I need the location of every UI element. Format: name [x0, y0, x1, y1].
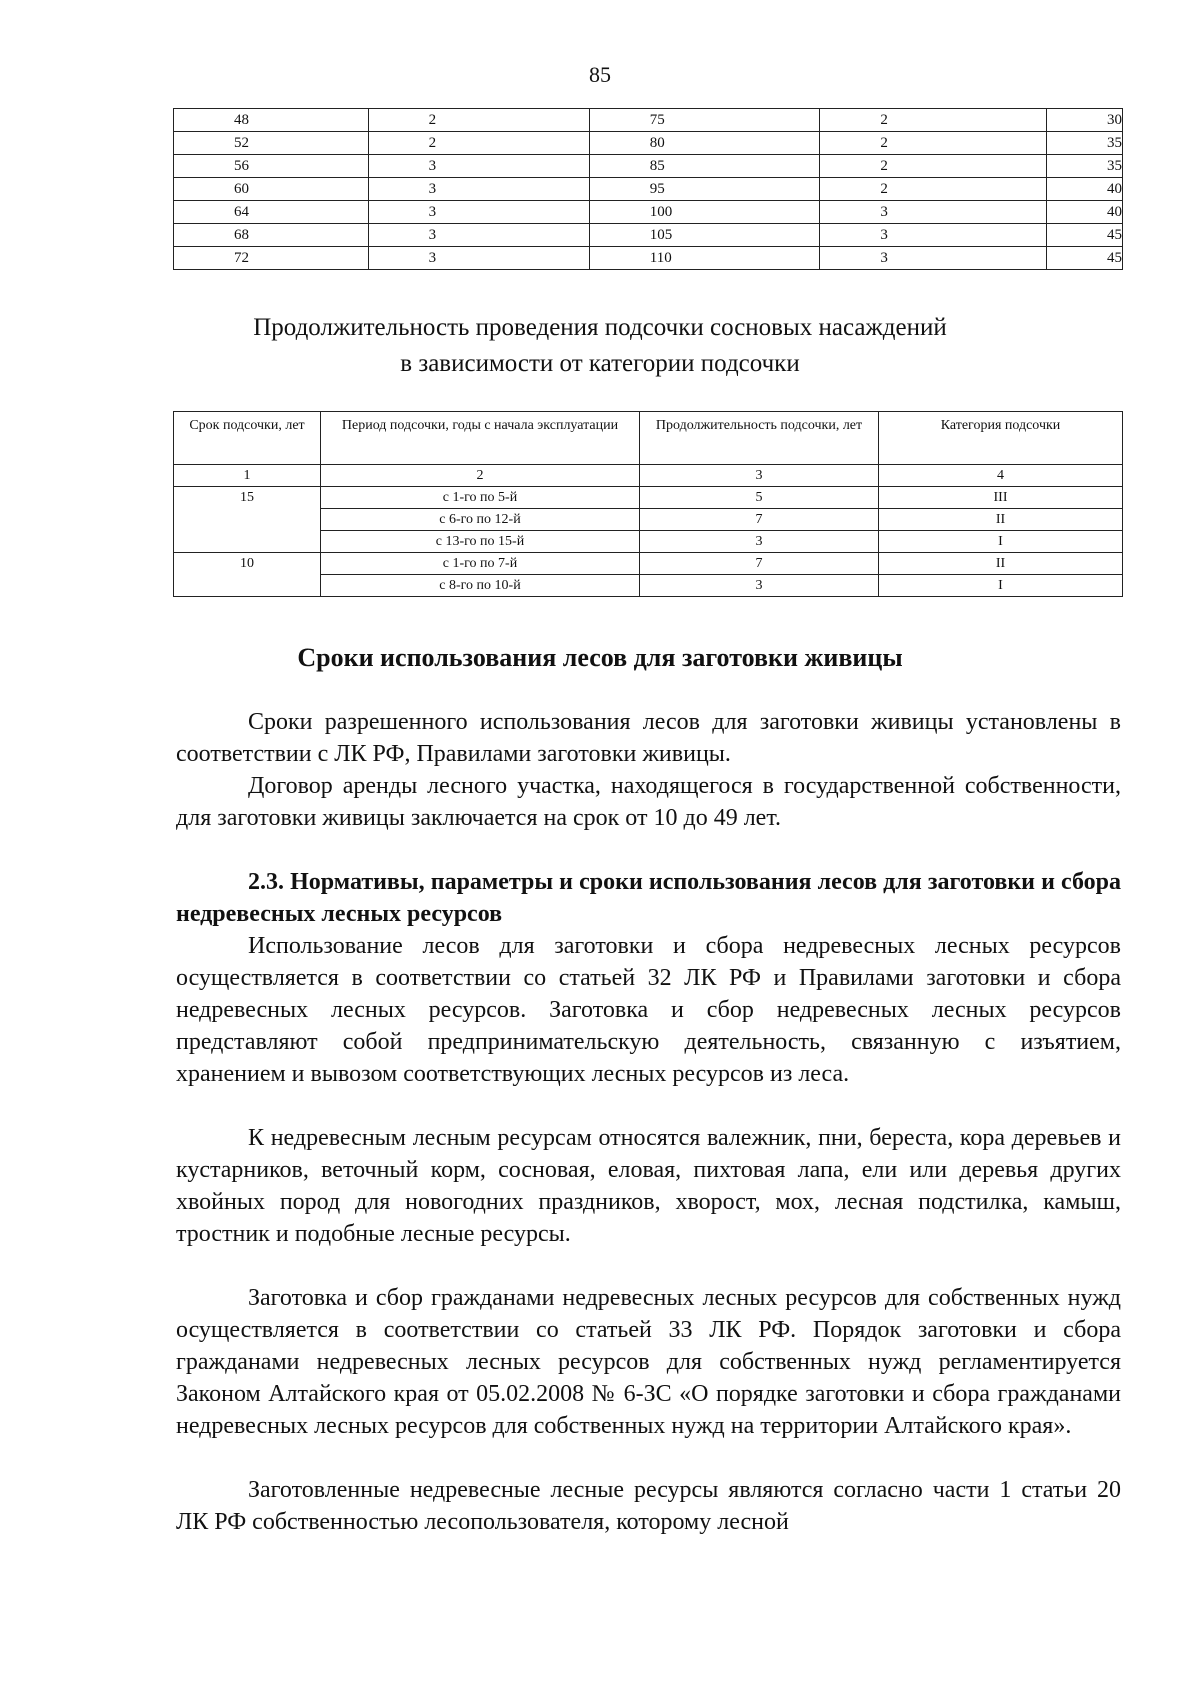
column-number: 1	[174, 465, 321, 487]
table-cell: 40	[1047, 201, 1123, 224]
table-row	[174, 553, 1123, 575]
table-cell: 100	[589, 201, 820, 224]
table-row	[174, 247, 1123, 270]
nontimber-paragraph-2: К недревесным лесным ресурсам относятся валежник, пни, береста, кора деревьев и кустарников, веточный корм, сосновая, еловая, пихтовая лапа, ели или деревья других хвойных пород для новогодних праздников, хворост, мох, лесная подстилка, камыш, тростник и подобные лесные ресурсы.	[176, 1125, 1121, 1247]
tapping-norms-table-body	[174, 109, 1123, 270]
table-cell: 2	[820, 109, 1047, 132]
table-cell: 68	[174, 224, 369, 247]
category-cell: I	[879, 531, 1123, 553]
term-cell: 15	[174, 487, 321, 553]
table-cell: 45	[1047, 224, 1123, 247]
table-cell: 2	[820, 155, 1047, 178]
category-cell: III	[879, 487, 1123, 509]
table-row	[174, 224, 1123, 247]
resin-paragraph-2: Договор аренды лесного участка, находящегося в государственной собственности, для заготовки живицы заключается на срок от 10 до 49 лет.	[176, 773, 1121, 831]
table-row	[174, 109, 1123, 132]
table-cell: 60	[174, 178, 369, 201]
category-cell: II	[879, 553, 1123, 575]
table-cell: 105	[589, 224, 820, 247]
nontimber-paragraph-3: Заготовка и сбор гражданами недревесных лесных ресурсов для собственных нужд осуществляется в соответствии со статьей 33 ЛК РФ. Порядок заготовки и сбора гражданами недревесных лесных ресурсов для собственных нужд регламентируется Законом Алтайского края от 05.02.2008 № 6-ЗС «О порядке заготовки и сбора гражданами недревесных лесных ресурсов для собственных нужд на территории Алтайского края».	[176, 1285, 1121, 1439]
table-cell: 3	[368, 155, 589, 178]
table-cell: 52	[174, 132, 369, 155]
table-cell: 56	[174, 155, 369, 178]
table-cell: 2	[820, 132, 1047, 155]
table-header-row	[174, 412, 1123, 465]
table-cell: 2	[368, 132, 589, 155]
table-row	[174, 487, 1123, 509]
table-cell: 3	[368, 201, 589, 224]
table-cell: 64	[174, 201, 369, 224]
period-cell: с 6-го по 12-й	[321, 509, 640, 531]
nontimber-paragraph-4: Заготовленные недревесные лесные ресурсы являются согласно части 1 статьи 20 ЛК РФ собственностью лесопользователя, которому лесной	[176, 1477, 1121, 1535]
table-row	[174, 201, 1123, 224]
section-title-line-2: в зависимости от категории подсочки	[400, 350, 800, 377]
column-number: 2	[321, 465, 640, 487]
period-cell: с 13-го по 15-й	[321, 531, 640, 553]
category-cell: II	[879, 509, 1123, 531]
nontimber-paragraph-1: Использование лесов для заготовки и сбора недревесных лесных ресурсов осуществляется в соответствии со статьей 32 ЛК РФ и Правилами заготовки и сбора недревесных лесных ресурсов. Заготовка и сбор недревесных лесных ресурсов представляют собой предпринимательскую деятельность, связанную с изъятием, хранением и вывозом соответствующих лесных ресурсов из леса.	[176, 933, 1121, 1087]
column-numbers-row	[174, 465, 1123, 487]
table-row	[174, 155, 1123, 178]
column-number: 4	[879, 465, 1123, 487]
section-2-3-title: 2.3. Нормативы, параметры и сроки использования лесов для заготовки и сбора недревесных лесных ресурсов	[176, 869, 1121, 927]
page-number: 85	[589, 62, 611, 87]
tapping-norms-table	[173, 108, 1123, 270]
table-cell: 45	[1047, 247, 1123, 270]
table-cell: 3	[820, 201, 1047, 224]
section-title-line-1: Продолжительность проведения подсочки сосновых насаждений	[253, 314, 947, 341]
table-cell: 75	[589, 109, 820, 132]
table-cell: 35	[1047, 155, 1123, 178]
table-cell: 35	[1047, 132, 1123, 155]
table-cell: 3	[368, 247, 589, 270]
table-row	[174, 178, 1123, 201]
header-category: Категория подсочки	[879, 412, 1123, 465]
resin-section-title: Сроки использования лесов для заготовки живицы	[297, 643, 903, 672]
table-cell: 3	[820, 247, 1047, 270]
table-cell: 110	[589, 247, 820, 270]
term-cell: 10	[174, 553, 321, 597]
table-cell: 95	[589, 178, 820, 201]
table-cell: 85	[589, 155, 820, 178]
tapping-duration-table	[173, 411, 1123, 597]
duration-cell: 7	[640, 509, 879, 531]
table-cell: 3	[368, 224, 589, 247]
table-cell: 3	[820, 224, 1047, 247]
table-cell: 2	[368, 109, 589, 132]
header-period: Период подсочки, годы с начала эксплуатации	[321, 412, 640, 465]
duration-cell: 3	[640, 531, 879, 553]
table-row	[174, 132, 1123, 155]
header-duration: Продолжительность подсочки, лет	[640, 412, 879, 465]
duration-cell: 5	[640, 487, 879, 509]
resin-paragraph-1: Сроки разрешенного использования лесов для заготовки живицы установлены в соответствии с ЛК РФ, Правилами заготовки живицы.	[176, 709, 1121, 767]
table-cell: 80	[589, 132, 820, 155]
column-number: 3	[640, 465, 879, 487]
table-cell: 48	[174, 109, 369, 132]
header-term: Срок подсочки, лет	[174, 412, 321, 465]
table-cell: 2	[820, 178, 1047, 201]
table-cell: 3	[368, 178, 589, 201]
period-cell: с 1-го по 5-й	[321, 487, 640, 509]
duration-cell: 3	[640, 575, 879, 597]
category-cell: I	[879, 575, 1123, 597]
table-cell: 30	[1047, 109, 1123, 132]
period-cell: с 1-го по 7-й	[321, 553, 640, 575]
duration-cell: 7	[640, 553, 879, 575]
table-cell: 40	[1047, 178, 1123, 201]
table-cell: 72	[174, 247, 369, 270]
period-cell: с 8-го по 10-й	[321, 575, 640, 597]
